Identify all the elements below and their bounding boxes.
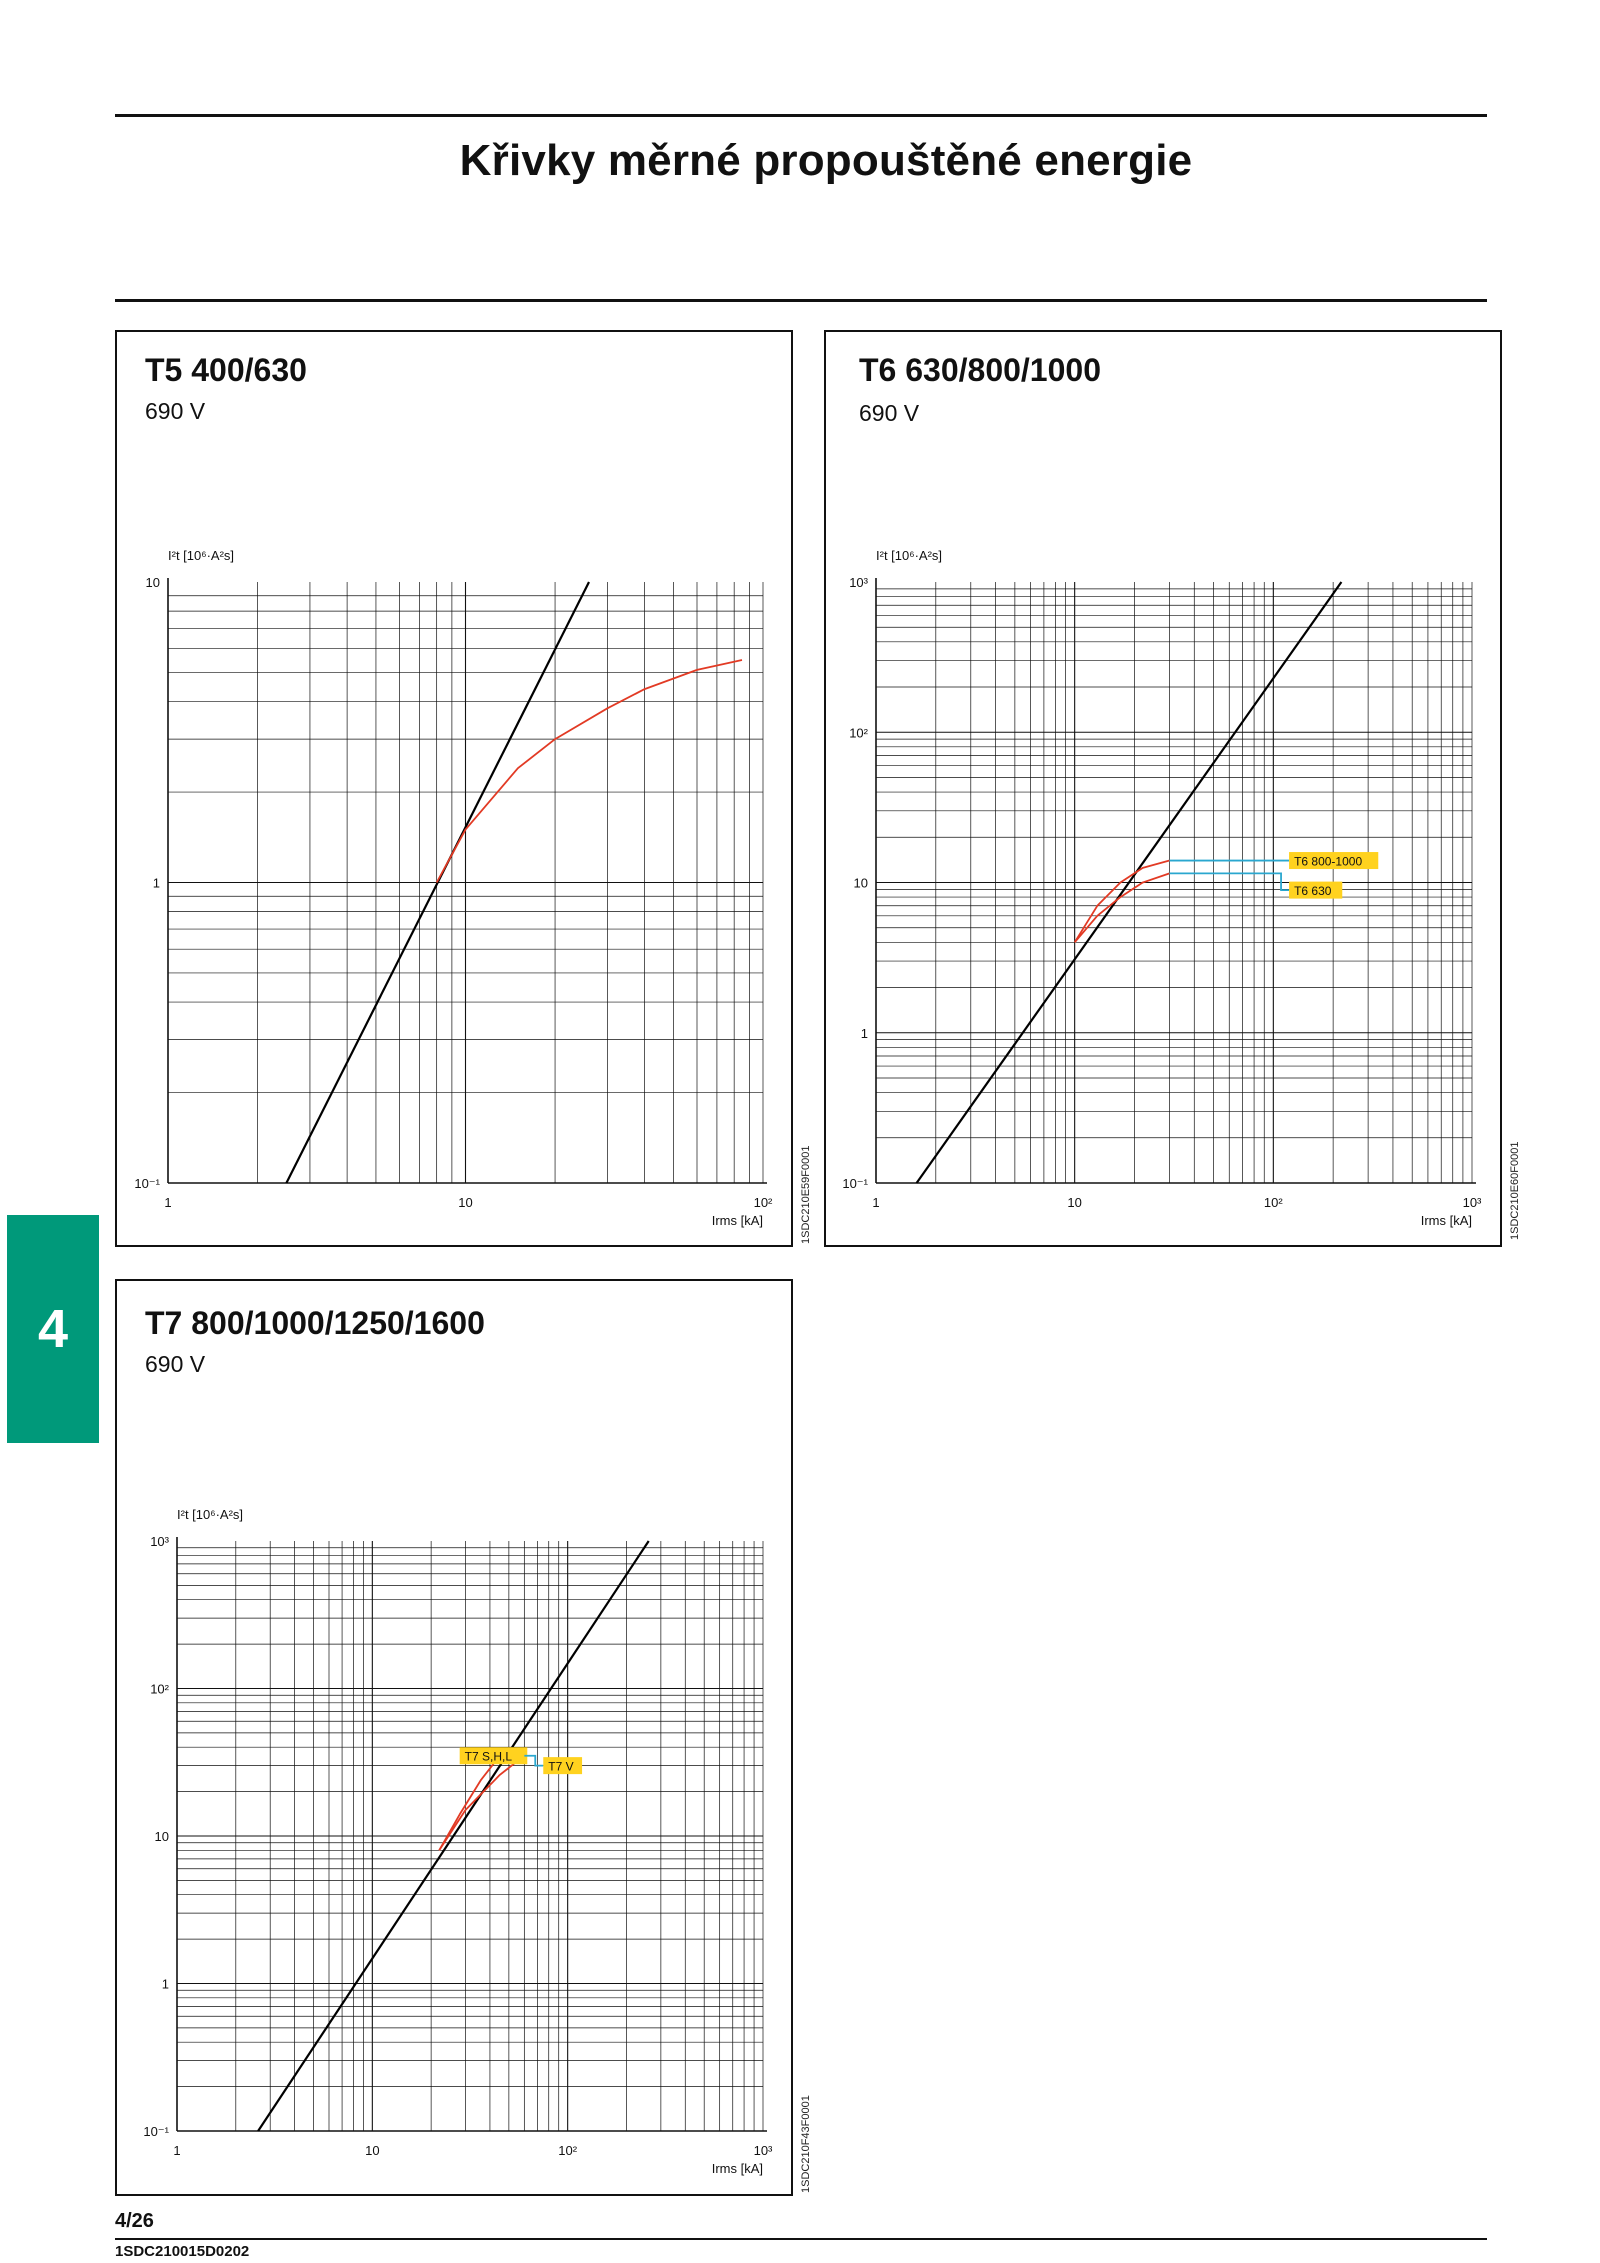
chart-t6-svg <box>826 332 1504 1249</box>
x-tick-label: 10² <box>753 1195 773 1210</box>
x-axis-label: Irms [kA] <box>711 2161 763 2176</box>
y-tick-label: 10³ <box>849 575 868 590</box>
chart-panel-t7 <box>115 1279 812 2196</box>
series-label: T6 630 <box>1294 884 1332 899</box>
x-tick-label: 10 <box>365 2143 380 2158</box>
chart-t7-svg <box>117 1281 795 2198</box>
series-label: T6 800-1000 <box>1294 854 1363 869</box>
x-tick-label: 1 <box>173 2143 181 2158</box>
x-tick-label: 10 <box>458 1195 473 1210</box>
x-tick-label: 10² <box>558 2143 578 2158</box>
x-tick-label: 1 <box>164 1195 172 1210</box>
chart-panel-t6 <box>824 330 1521 1247</box>
x-axis-label: Irms [kA] <box>711 1213 763 1228</box>
y-axis-label: I²t [10⁶·A²s] <box>876 548 943 563</box>
x-tick-label: 10³ <box>1462 1195 1482 1210</box>
y-tick-label: 10³ <box>150 1534 169 1549</box>
panel-subtitle: 690 V <box>145 398 206 424</box>
figure-code: 1SDC210E60F0001 <box>1509 1141 1521 1240</box>
series-line-1 <box>437 660 742 883</box>
panel-title: T6 630/800/1000 <box>859 352 1101 388</box>
y-axis-label: I²t [10⁶·A²s] <box>168 548 235 563</box>
figure-code: 1SDC210E59F0001 <box>800 1145 812 1244</box>
x-tick-label: 10³ <box>753 2143 773 2158</box>
panel-subtitle: 690 V <box>145 1351 206 1377</box>
y-tick-label: 1 <box>161 1976 169 1992</box>
x-axis-label: Irms [kA] <box>1420 1213 1472 1228</box>
page-title: Křivky měrné propouštěné energie <box>459 136 1193 185</box>
chapter-tab: 4 <box>7 1215 99 1443</box>
chart-panel-t5 <box>115 330 812 1247</box>
series-line-1 <box>1075 861 1170 943</box>
x-tick-label: 1 <box>872 1195 880 1210</box>
x-tick-label: 10² <box>1263 1195 1283 1210</box>
top-rule <box>115 114 1487 117</box>
y-tick-label: 10⁻¹ <box>134 1176 160 1191</box>
page-number: 4/26 <box>115 2210 154 2232</box>
section-rule <box>115 299 1487 302</box>
y-tick-label: 10 <box>154 1829 169 1844</box>
x-tick-label: 10 <box>1067 1195 1082 1210</box>
y-axis-label: I²t [10⁶·A²s] <box>177 1507 244 1522</box>
y-tick-label: 10² <box>849 725 868 741</box>
y-tick-label: 10⁻¹ <box>842 1176 868 1191</box>
document-code: 1SDC210015D0202 <box>115 2243 250 2260</box>
y-tick-label: 1 <box>152 875 160 891</box>
y-tick-label: 10 <box>145 575 160 590</box>
chart-t5-svg <box>117 332 795 1249</box>
figure-code: 1SDC210F43F0001 <box>800 2095 812 2193</box>
y-tick-label: 10⁻¹ <box>143 2124 169 2139</box>
y-tick-label: 10 <box>853 875 868 891</box>
series-label: T7 S,H,L <box>464 1749 513 1764</box>
y-tick-label: 10² <box>150 1681 169 1697</box>
panel-title: T7 800/1000/1250/1600 <box>145 1305 485 1341</box>
panel-subtitle: 690 V <box>859 400 920 426</box>
series-label: T7 V <box>548 1759 574 1774</box>
bottom-rule <box>115 2238 1487 2240</box>
panel-title: T5 400/630 <box>145 352 307 388</box>
y-tick-label: 1 <box>860 1025 868 1041</box>
series-line-2 <box>1075 873 1170 942</box>
